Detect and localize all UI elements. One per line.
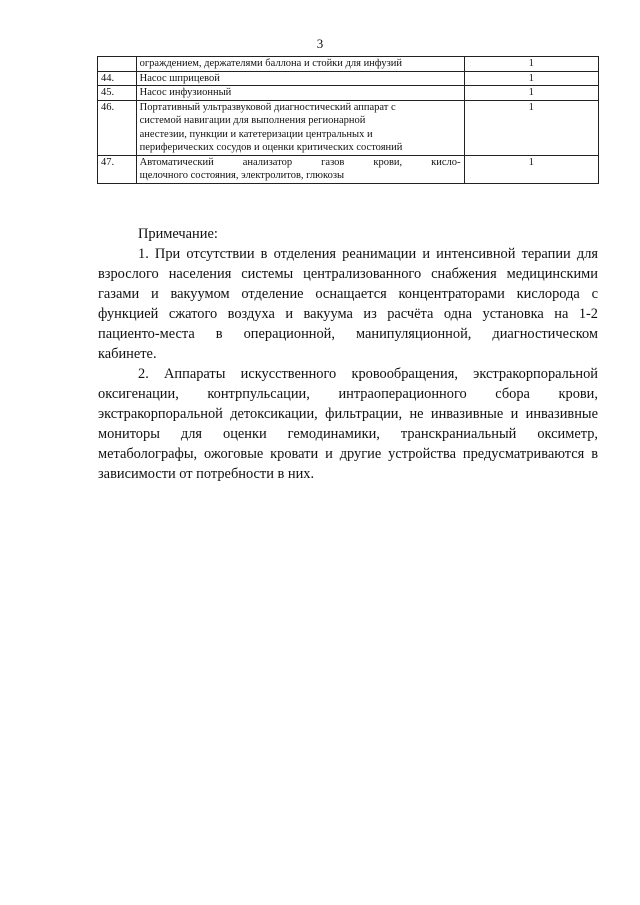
note-line: оксигенации, контрпульсации, интраоперационного сбора крови,	[98, 386, 598, 402]
note-paragraph-2	[98, 364, 598, 484]
note-line: 2. Аппараты искусственного кровообращения, экстракорпоральной	[138, 366, 598, 382]
table-row	[98, 155, 599, 183]
item-quantity: 1	[464, 71, 598, 86]
item-name	[136, 86, 464, 101]
item-name-line: Автоматический анализатор газов крови, кисло-	[139, 156, 461, 168]
table-row	[98, 100, 599, 155]
row-number: 44.	[98, 71, 137, 86]
item-quantity: 1	[464, 57, 598, 72]
note-paragraph-1	[98, 244, 598, 364]
row-number: 46.	[98, 100, 137, 155]
row-number: 47.	[98, 155, 137, 183]
table-row	[98, 86, 599, 101]
item-name	[136, 155, 464, 183]
item-name-line: щелочного состояния, электролитов, глюкозы	[139, 170, 345, 181]
row-number: 45.	[98, 86, 137, 101]
row-number	[98, 57, 137, 72]
item-name-line: периферических сосудов и оценки критических состояний	[139, 142, 403, 153]
note-line: кабинете.	[98, 346, 157, 362]
note-line: зависимости от потребности в них.	[98, 466, 315, 482]
note-line: функцией сжатого воздуха и вакуума из расчёта одна установка на 1-2	[98, 306, 598, 322]
item-name-line: ограждением, держателями баллона и стойки для инфузий	[139, 58, 402, 69]
item-name-line: системой навигации для выполнения регионарной	[139, 115, 366, 126]
item-name-line: Насос шприцевой	[139, 72, 220, 84]
item-name	[136, 71, 464, 86]
page-number: 3	[316, 36, 324, 51]
note-line: пациенто-места в операционной, манипуляционной, диагностическом	[98, 326, 598, 342]
notes-title: Примечание:	[138, 226, 218, 242]
note-line: метаболографы, ожоговые кровати и другие устройства предусматриваются в	[98, 446, 598, 462]
item-quantity: 1	[464, 86, 598, 101]
item-name-line: Насос инфузионный	[139, 87, 232, 98]
item-name-line: анестезии, пункции и катетеризации центральных и	[139, 128, 373, 140]
note-line: 1. При отсутствии в отделения реанимации и интенсивной терапии для	[138, 246, 598, 262]
note-line: взрослого населения системы централизованного снабжения медицинскими	[98, 266, 598, 282]
note-line: газами и вакуумом отделение оснащается концентраторами кислорода с	[98, 286, 598, 302]
item-quantity: 1	[464, 155, 598, 183]
note-line: экстракорпоральной детоксикации, фильтрации, не инвазивные и инвазивные	[98, 406, 598, 422]
item-quantity: 1	[464, 100, 598, 155]
item-name	[136, 100, 464, 155]
notes-section	[98, 224, 598, 484]
table-row	[98, 71, 599, 86]
table-row	[98, 57, 599, 72]
item-name-line: Портативный ультразвуковой диагностический аппарат с	[139, 101, 396, 113]
equipment-table	[97, 56, 599, 184]
item-name	[136, 57, 464, 72]
note-line: мониторы для оценки гемодинамики, транскраниальный оксиметр,	[98, 426, 598, 442]
